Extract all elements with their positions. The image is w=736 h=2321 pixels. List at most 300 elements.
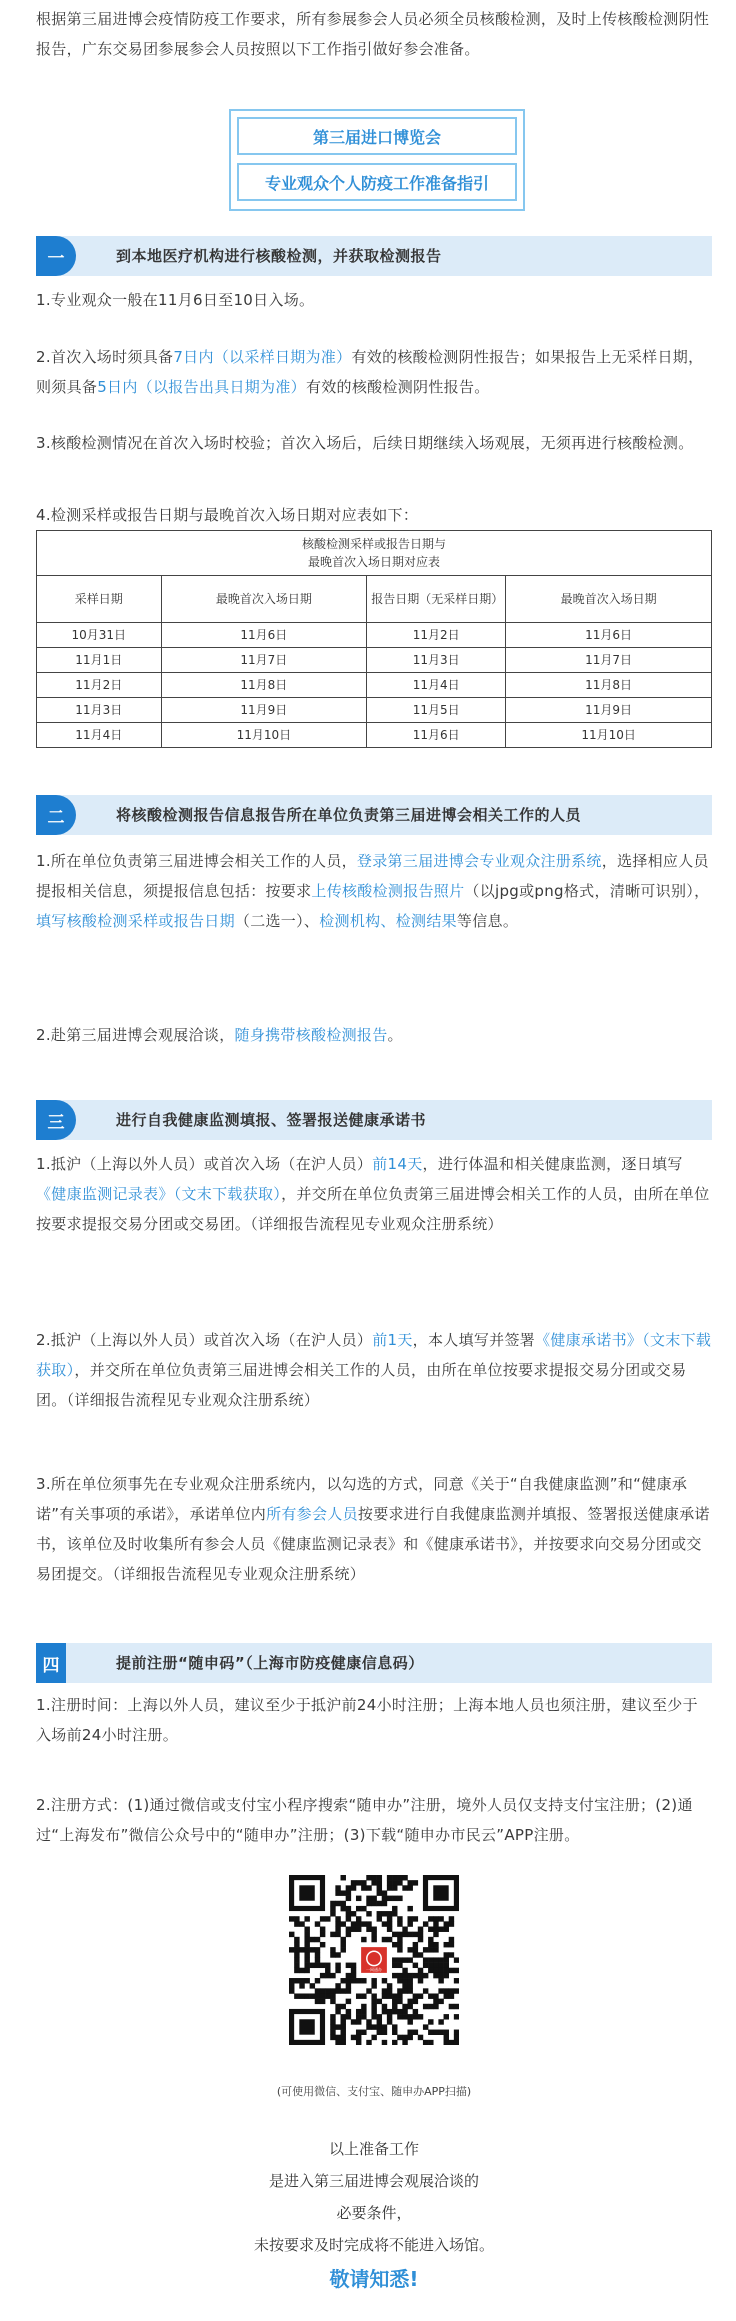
qr-module <box>346 1916 351 1921</box>
qr-module <box>289 1978 294 1983</box>
qr-module <box>356 1880 361 1885</box>
closing-line: 以上准备工作 <box>328 2140 419 2158</box>
qr-module <box>392 1993 397 1998</box>
qr-module <box>397 1963 402 1968</box>
qr-module <box>366 1988 371 1993</box>
qr-module <box>418 1927 423 1932</box>
qr-module <box>351 1927 356 1932</box>
qr-module <box>444 1963 449 1968</box>
qr-module <box>356 2019 361 2024</box>
qr-module <box>294 1916 299 1921</box>
qr-module <box>449 1921 454 1926</box>
qr-module <box>341 1988 346 1993</box>
qr-module <box>392 1906 397 1911</box>
qr-module <box>346 2014 351 2019</box>
qr-module <box>304 1993 309 1998</box>
qr-module <box>346 1911 351 1916</box>
qr-module <box>366 1896 371 1901</box>
highlight-span: 检测机构、检测结果 <box>319 912 457 930</box>
qr-module <box>346 1890 351 1895</box>
qr-module <box>449 1916 454 1921</box>
qr-module <box>418 1968 423 1973</box>
qr-module <box>371 1880 376 1885</box>
qr-module <box>444 2030 449 2035</box>
qr-module <box>341 1901 346 1906</box>
qr-module <box>454 2035 459 2040</box>
qr-module <box>433 1999 438 2004</box>
table-cell: 11月6日 <box>367 723 506 748</box>
qr-module <box>325 1993 330 1998</box>
qr-module <box>335 2040 340 2045</box>
qr-module <box>377 1890 382 1895</box>
qr-module <box>407 1885 412 1890</box>
qr-module <box>418 1993 423 1998</box>
qr-module <box>325 1968 330 1973</box>
qr-module <box>299 1947 304 1952</box>
title-line-2: 专业观众个人防疫工作准备指引 <box>237 163 517 201</box>
qr-module <box>371 1999 376 2004</box>
qr-module <box>454 2004 459 2009</box>
qr-module <box>387 1988 392 1993</box>
qr-module <box>371 2009 376 2014</box>
qr-module <box>438 1978 443 1983</box>
qr-module <box>346 1973 351 1978</box>
qr-module <box>377 2030 382 2035</box>
qr-module <box>356 1916 361 1921</box>
qr-module <box>397 1947 402 1952</box>
qr-module <box>433 1957 438 1962</box>
qr-module <box>335 1983 340 1988</box>
qr-module <box>371 2024 376 2029</box>
qr-module <box>387 1896 392 1901</box>
qr-module <box>356 2014 361 2019</box>
qr-module <box>320 1963 325 1968</box>
qr-module <box>371 2014 376 2019</box>
qr-module <box>341 1921 346 1926</box>
table-row <box>37 673 712 698</box>
qr-module <box>351 2019 356 2024</box>
qr-module <box>438 1916 443 1921</box>
section-title: 提前注册“随申码”（上海市防疫健康信息码） <box>116 1654 424 1672</box>
qr-module <box>418 1973 423 1978</box>
table-row <box>37 648 712 673</box>
text-span: 2.首次入场时须具备 <box>36 348 174 366</box>
table-row <box>37 723 712 748</box>
qr-module <box>330 2014 335 2019</box>
qr-module <box>304 1968 309 1973</box>
qr-module <box>418 1937 423 1942</box>
qr-module <box>449 1968 454 1973</box>
qr-module <box>289 1916 294 1921</box>
qr-module <box>444 1993 449 1998</box>
qr-module <box>449 1993 454 1998</box>
section-header-3 <box>36 1100 712 1140</box>
qr-module <box>335 1988 340 1993</box>
qr-module <box>361 1937 366 1942</box>
qr-module <box>387 1983 392 1988</box>
qr-module <box>423 1921 428 1926</box>
qr-module <box>341 2040 346 2045</box>
qr-module <box>413 2009 418 2014</box>
qr-module <box>454 2040 459 2045</box>
qr-module <box>397 1993 402 1998</box>
text-span: （以jpg或png格式，清晰可识别）， <box>464 882 710 900</box>
qr-module <box>304 1947 309 1952</box>
qr-module <box>454 1978 459 1983</box>
qr-module <box>402 2004 407 2009</box>
qr-module <box>454 1957 459 1962</box>
qr-module <box>449 2004 454 2009</box>
qr-module <box>361 1993 366 1998</box>
qr-module <box>330 2035 335 2040</box>
qr-module <box>371 1993 376 1998</box>
qr-module <box>382 1896 387 1901</box>
qr-module <box>387 1993 392 1998</box>
qr-module <box>433 1921 438 1926</box>
qr-module <box>438 1973 443 1978</box>
qr-module <box>397 1921 402 1926</box>
qr-module <box>397 2009 402 2014</box>
text-span: （二选一）、 <box>234 912 320 930</box>
qr-module <box>330 1901 335 1906</box>
section-number-badge: 二 <box>36 795 76 835</box>
qr-module <box>356 2040 361 2045</box>
qr-module <box>356 1896 361 1901</box>
text-span: 1.抵沪（上海以外人员）或首次入场（在沪人员） <box>36 1155 373 1173</box>
qr-module <box>346 1906 351 1911</box>
qr-module <box>413 1993 418 1998</box>
table-cell: 11月6日 <box>506 623 712 648</box>
qr-module <box>444 1968 449 1973</box>
qr-module <box>294 1993 299 1998</box>
qr-module <box>444 1921 449 1926</box>
qr-module <box>407 1978 412 1983</box>
qr-module <box>397 2014 402 2019</box>
qr-module <box>351 1885 356 1890</box>
qr-module <box>407 1999 412 2004</box>
qr-module <box>341 1937 346 1942</box>
qr-module <box>341 2035 346 2040</box>
qr-module <box>402 1885 407 1890</box>
qr-module <box>341 2004 346 2009</box>
section-number-badge: 四 <box>36 1643 66 1683</box>
qr-module <box>438 1963 443 1968</box>
qr-module <box>397 1896 402 1901</box>
qr-module <box>413 1999 418 2004</box>
date-table <box>36 530 712 748</box>
qr-module <box>356 1921 361 1926</box>
qr-module <box>454 1988 459 1993</box>
qr-module <box>397 1875 402 1880</box>
qr-module <box>387 1921 392 1926</box>
table-cell: 11月10日 <box>161 723 367 748</box>
table-cell: 11月3日 <box>37 698 162 723</box>
qr-module <box>346 1963 351 1968</box>
qr-module <box>449 1937 454 1942</box>
s1-paragraph-2 <box>36 342 712 402</box>
qr-module <box>402 1927 407 1932</box>
qr-module <box>407 1880 412 1885</box>
qr-module <box>428 1942 433 1947</box>
closing-line: 必要条件， <box>336 2204 412 2222</box>
highlight-span: 7日内（以采样日期为准） <box>173 348 352 366</box>
qr-module <box>304 1937 309 1942</box>
qr-module <box>351 1911 356 1916</box>
qr-module <box>392 1999 397 2004</box>
qr-module <box>377 1880 382 1885</box>
qr-module <box>407 2014 412 2019</box>
qr-module <box>371 1937 376 1942</box>
qr-module <box>449 1988 454 1993</box>
qr-module <box>346 1988 351 1993</box>
highlight-span: 上传核酸检测报告照片 <box>311 882 465 900</box>
qr-module <box>402 1978 407 1983</box>
table-cell: 11月9日 <box>506 698 712 723</box>
s2-paragraph-1 <box>36 846 712 936</box>
qr-module <box>289 1988 294 1993</box>
qr-module <box>428 2004 433 2009</box>
table-cell: 11月7日 <box>506 648 712 673</box>
qr-module <box>335 1932 340 1937</box>
qr-module <box>356 1927 361 1932</box>
qr-module <box>341 1875 346 1880</box>
qr-module <box>397 1880 402 1885</box>
qr-module <box>382 1890 387 1895</box>
qr-module <box>407 1932 412 1937</box>
qr-module <box>294 1952 299 1957</box>
qr-module <box>371 1932 376 1937</box>
qr-module <box>392 1957 397 1962</box>
qr-module <box>361 1978 366 1983</box>
qr-module <box>330 1932 335 1937</box>
qr-module <box>433 1947 438 1952</box>
qr-module <box>402 2040 407 2045</box>
qr-module <box>423 2004 428 2009</box>
qr-module <box>438 2030 443 2035</box>
qr-module <box>371 2004 376 2009</box>
text-span: ，并交所在单位负责第三届进博会相关工作的人员，由所在单位按要求提报交易分团或交易团。（详细报告流程见专业观众注册系统） <box>36 1361 687 1409</box>
highlight-span: 登录第三届进博会专业观众注册系统 <box>356 852 602 870</box>
qr-module <box>315 1993 320 1998</box>
qr-module <box>330 1952 335 1957</box>
highlight-span: 随身携带核酸检测报告 <box>234 1026 388 1044</box>
qr-module <box>428 2040 433 2045</box>
qr-logo-text: 一网通办 <box>366 1966 382 1972</box>
qr-module <box>371 1896 376 1901</box>
qr-module <box>392 2004 397 2009</box>
table-row <box>37 698 712 723</box>
qr-module <box>377 1885 382 1890</box>
qr-module <box>382 1978 387 1983</box>
qr-module <box>438 1988 443 1993</box>
qr-module <box>407 1916 412 1921</box>
qr-module <box>387 1927 392 1932</box>
qr-module <box>407 2030 412 2035</box>
qr-module <box>335 2024 340 2029</box>
qr-module <box>382 2040 387 2045</box>
text-span: ，选择相应人员提报相关信息，须提报信息包括：按要求 <box>36 852 709 900</box>
qr-module <box>387 1916 392 1921</box>
section-title: 将核酸检测报告信息报告所在单位负责第三届进博会相关工作的人员 <box>116 806 582 824</box>
qr-module <box>356 2035 361 2040</box>
section-title: 进行自我健康监测填报、签署报送健康承诺书 <box>116 1111 427 1129</box>
qr-module <box>392 1875 397 1880</box>
table-title-line-2: 最晚首次入场日期对应表 <box>307 555 440 569</box>
qr-module <box>413 1932 418 1937</box>
qr-module <box>397 1916 402 1921</box>
qr-module <box>454 2014 459 2019</box>
s4-paragraph-2: 2.注册方式：(1)通过微信或支付宝小程序搜索“随申办”注册，境外人员仅支持支付宝注册；(2)通过“上海发布”微信公众号中的“随申办”注册；(3)下载“随申办市民云”APP注册。 <box>36 1796 693 1844</box>
section-header-4 <box>36 1643 712 1683</box>
qr-module <box>423 2024 428 2029</box>
qr-module <box>351 1978 356 1983</box>
qr-module <box>366 1921 371 1926</box>
qr-module <box>402 2035 407 2040</box>
qr-module <box>444 1957 449 1962</box>
text-span: 按要求进行自我健康监测并填报、签署报送健康承诺书，该单位及时收集所有参会人员《健康监测记录表》和《健康承诺书》，并按要求向交易分团或交易团提交。（详细报告流程见专业观众注册系统） <box>36 1505 710 1583</box>
qr-module <box>310 1983 315 1988</box>
qr-module <box>387 2014 392 2019</box>
qr-module <box>320 1932 325 1937</box>
qr-module <box>377 2024 382 2029</box>
qr-module <box>433 1973 438 1978</box>
qr-module <box>387 1911 392 1916</box>
qr-module <box>341 2024 346 2029</box>
qr-module <box>433 1932 438 1937</box>
qr-module <box>299 1993 304 1998</box>
qr-module <box>294 1957 299 1962</box>
qr-module <box>377 2014 382 2019</box>
qr-module <box>454 2030 459 2035</box>
qr-module <box>366 2019 371 2024</box>
table-cell: 11月2日 <box>367 623 506 648</box>
qr-module <box>294 1942 299 1947</box>
qr-module <box>433 1916 438 1921</box>
qr-module <box>330 2030 335 2035</box>
qr-module <box>407 1921 412 1926</box>
qr-module <box>304 1942 309 1947</box>
section-header-1 <box>36 236 712 276</box>
qr-module <box>315 1947 320 1952</box>
qr-module <box>294 1963 299 1968</box>
qr-module <box>361 2014 366 2019</box>
qr-module <box>428 1947 433 1952</box>
qr-module <box>387 2019 392 2024</box>
qr-module <box>346 2009 351 2014</box>
qr-module <box>428 1963 433 1968</box>
qr-module <box>397 1988 402 1993</box>
table-cell: 11月4日 <box>37 723 162 748</box>
qr-module <box>351 1973 356 1978</box>
s3-paragraph-2 <box>36 1325 712 1415</box>
qr-module <box>392 1932 397 1937</box>
qr-module <box>377 1875 382 1880</box>
qr-module <box>325 1963 330 1968</box>
qr-module <box>315 1978 320 1983</box>
qr-module <box>356 2030 361 2035</box>
qr-module <box>402 1932 407 1937</box>
qr-module <box>320 1993 325 1998</box>
qr-module <box>351 1968 356 1973</box>
qr-module <box>335 1916 340 1921</box>
qr-module <box>325 1916 330 1921</box>
qr-module <box>382 1901 387 1906</box>
qr-module <box>392 2030 397 2035</box>
qr-module <box>428 1968 433 1973</box>
qr-module <box>449 1952 454 1957</box>
qr-module <box>423 1947 428 1952</box>
qr-module <box>428 2019 433 2024</box>
qr-module <box>356 1978 361 1983</box>
qr-module <box>315 1963 320 1968</box>
s1-paragraph-1: 1.专业观众一般在11月6日至10日入场。 <box>36 291 315 309</box>
qr-module <box>392 1942 397 1947</box>
qr-module <box>392 1973 397 1978</box>
qr-module <box>356 1906 361 1911</box>
qr-code[interactable] <box>289 1875 459 2045</box>
qr-module <box>413 1952 418 1957</box>
highlight-span: 《健康承诺书》（文末下载获取） <box>36 1331 712 1379</box>
qr-module <box>382 2030 387 2035</box>
qr-finder-inner <box>433 1885 448 1900</box>
qr-module <box>413 1963 418 1968</box>
qr-module <box>392 1911 397 1916</box>
text-span: 1.所在单位负责第三届进博会相关工作的人员， <box>36 852 357 870</box>
qr-module <box>351 1963 356 1968</box>
qr-module <box>402 2014 407 2019</box>
qr-module <box>335 1901 340 1906</box>
qr-module <box>449 2040 454 2045</box>
text-span: 。 <box>387 1026 403 1044</box>
qr-code-graphic <box>289 1875 459 2045</box>
table-header-cell: 最晚首次入场日期 <box>161 576 367 623</box>
qr-module <box>371 1875 376 1880</box>
qr-module <box>335 2004 340 2009</box>
qr-module <box>449 1942 454 1947</box>
s3-paragraph-3 <box>36 1469 712 1589</box>
section-header-2 <box>36 795 712 835</box>
qr-module <box>392 1896 397 1901</box>
closing-line: 未按要求及时完成将不能进入场馆。 <box>253 2236 494 2254</box>
qr-module <box>387 1875 392 1880</box>
text-span: ，本人填写并签署 <box>412 1331 536 1349</box>
qr-module <box>299 1921 304 1926</box>
qr-module <box>402 1988 407 1993</box>
text-span: 2.抵沪（上海以外人员）或首次入场（在沪人员） <box>36 1331 373 1349</box>
qr-module <box>330 1993 335 1998</box>
qr-module <box>433 1993 438 1998</box>
qr-module <box>330 1947 335 1952</box>
qr-module <box>397 1957 402 1962</box>
qr-module <box>438 1968 443 1973</box>
qr-module <box>325 1988 330 1993</box>
qr-module <box>320 1927 325 1932</box>
qr-module <box>382 1937 387 1942</box>
title-line-1: 第三届进口博览会 <box>237 117 517 155</box>
qr-module <box>433 1963 438 1968</box>
s1-paragraph-3: 3.核酸检测情况在首次入场时校验；首次入场后，后续日期继续入场观展，无须再进行核酸检测。 <box>36 434 694 452</box>
qr-module <box>407 1973 412 1978</box>
qr-module <box>335 1952 340 1957</box>
qr-module <box>361 1921 366 1926</box>
s1-paragraph-4: 4.检测采样或报告日期与最晚首次入场日期对应表如下： <box>36 506 419 524</box>
section-number-badge: 三 <box>36 1100 76 1140</box>
qr-module <box>346 1932 351 1937</box>
qr-finder-inner <box>299 2019 314 2034</box>
s4-paragraph-1: 1.注册时间：上海以外人员，建议至少于抵沪前24小时注册；上海本地人员也须注册，建议至少于入场前24小时注册。 <box>36 1696 698 1744</box>
qr-module <box>361 2030 366 2035</box>
qr-module <box>361 1885 366 1890</box>
